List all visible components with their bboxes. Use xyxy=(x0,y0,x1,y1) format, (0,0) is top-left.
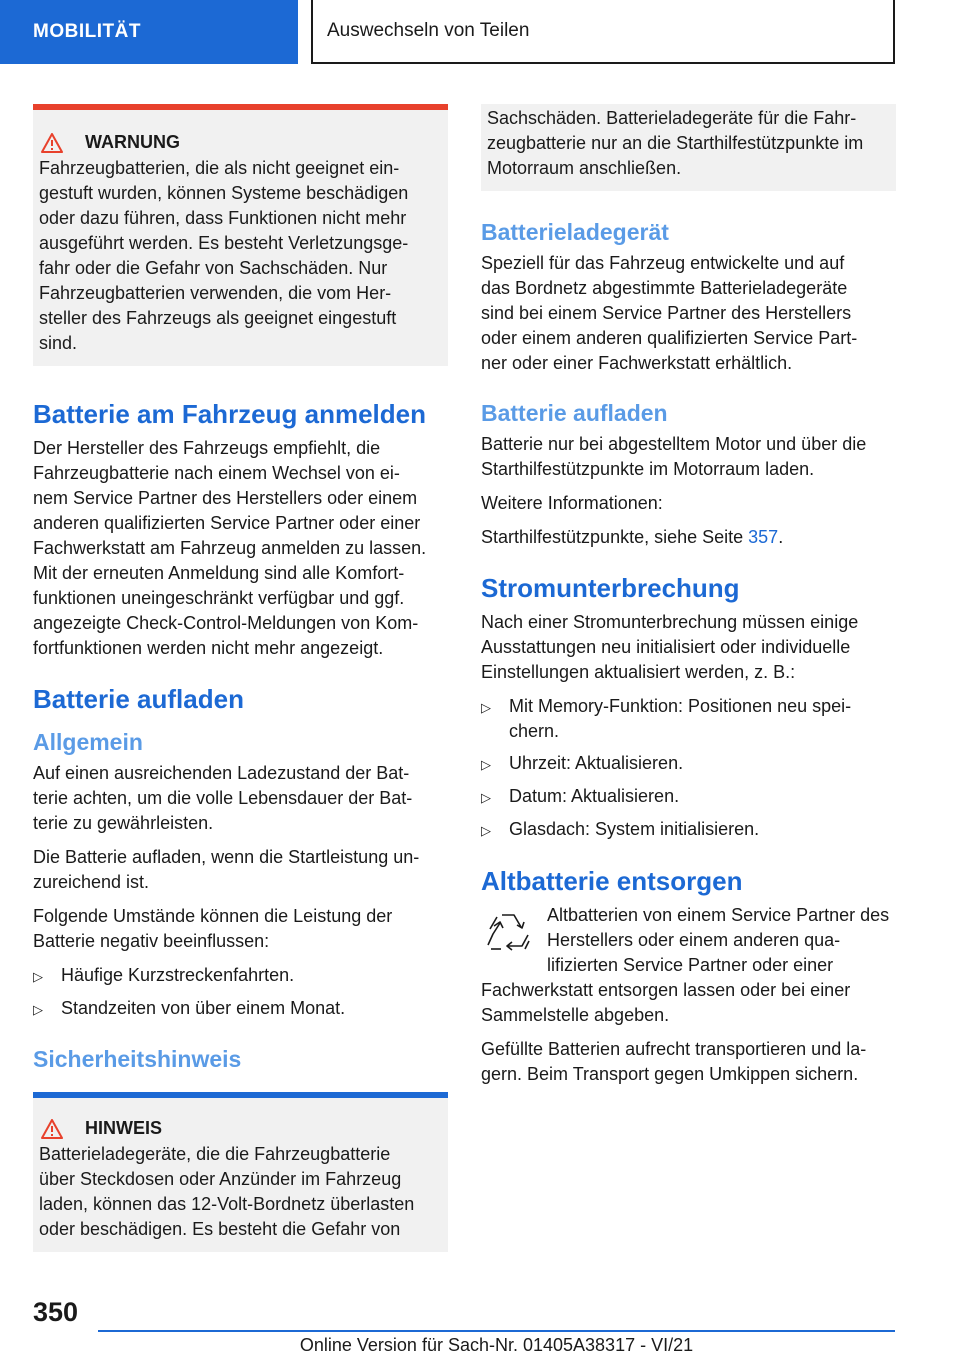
heading-batterie-aufladen: Batterie aufladen xyxy=(481,400,668,426)
altbatterie-p2: Gefüllte Batterien aufrecht transportieren und la- gern. Beim Transport gegen Umkippen sichern. xyxy=(481,1039,867,1084)
aufladen-p2: Weitere Informationen: xyxy=(481,493,663,513)
note-box xyxy=(33,1092,448,1252)
heading-sicherheitshinweis: Sicherheitshinweis xyxy=(33,1046,242,1072)
heading-anmelden: Batterie am Fahrzeug anmelden xyxy=(33,399,426,429)
triangle-bullet-icon: ▷ xyxy=(33,969,43,984)
warning-triangle-icon xyxy=(41,1119,63,1139)
triangle-bullet-icon: ▷ xyxy=(481,757,491,772)
triangle-bullet-icon: ▷ xyxy=(481,823,491,838)
note-text: Batterieladegeräte, die die Fahrzeugbatterie über Steckdosen oder Anzünder im Fahrzeug laden, können das 12-Volt-Bordnetz überlasten oder beschädigen. Es besteht die Gefahr von xyxy=(39,1144,415,1239)
list-item xyxy=(481,751,896,777)
triangle-bullet-icon: ▷ xyxy=(481,790,491,805)
list-item-text: Häufige Kurzstreckenfahrten. xyxy=(61,965,295,985)
note-label: HINWEIS xyxy=(85,1118,163,1138)
heading-batterieladegeraet: Batterieladegerät xyxy=(481,219,669,245)
allgemein-p1: Auf einen ausreichenden Ladezustand der Bat- terie achten, um die volle Lebensdauer der Bat- terie zu gewährleisten. xyxy=(33,763,413,833)
altbatterie-p1: Altbatterien von einem Service Partner des Herstellers oder einem anderen qua-lifizierten Service Partner oder einer Fachwerkstatt entsorgen lassen oder bei einer Sammelstelle abgeben. xyxy=(481,905,890,1025)
reference-suffix: . xyxy=(778,527,784,547)
subheading-allgemein: Allgemein xyxy=(33,729,143,755)
triangle-bullet-icon: ▷ xyxy=(481,700,491,715)
allgemein-p2: Die Batterie aufladen, wenn die Startleistung un- zureichend ist. xyxy=(33,847,420,892)
right-column xyxy=(481,104,896,1096)
section-tab: MOBILITÄT xyxy=(0,0,298,64)
aufladen-reference xyxy=(481,525,896,550)
footer-text: Online Version für Sach-Nr. 01405A38317 - VI/21 xyxy=(299,1335,694,1355)
ladegeraet-text: Speziell für das Fahrzeug entwickelte und auf das Bordnetz abgestimmte Batterieladegeräte sind bei einem Service Partner des Herstellers oder einem anderen qualifizierten Service Part- ner oder einer Fachwerkstatt erhältlich. xyxy=(481,253,858,373)
heading-stromunterbrechung: Stromunterbrechung xyxy=(481,573,740,603)
page-header-title: Auswechseln von Teilen xyxy=(311,0,895,64)
list-item-text: Standzeiten von über einem Monat. xyxy=(61,998,346,1018)
warning-label: WARNUNG xyxy=(85,132,180,152)
note-title xyxy=(39,1118,442,1139)
list-item-text: Uhrzeit: Aktualisieren. xyxy=(509,753,684,773)
allgemein-p3: Folgende Umstände können die Leistung der Batterie negativ beeinflussen: xyxy=(33,906,393,951)
list-item xyxy=(33,963,448,989)
note-box-continued xyxy=(481,104,896,191)
list-item-text: Datum: Aktualisieren. xyxy=(509,786,680,806)
page-number: 350 xyxy=(33,1297,79,1327)
list-item-text: Glasdach: System initialisieren. xyxy=(509,819,760,839)
heading-aufladen: Batterie aufladen xyxy=(33,684,244,714)
footer-divider xyxy=(98,1330,895,1332)
warning-box xyxy=(33,104,448,366)
aufladen-p1: Batterie nur bei abgestelltem Motor und über die Starthilfestützpunkte im Motorraum laden. xyxy=(481,434,867,479)
page-link[interactable]: 357 xyxy=(748,527,779,547)
list-item xyxy=(33,996,448,1022)
strom-text: Nach einer Stromunterbrechung müssen einige Ausstattungen neu initialisiert oder individuelle Einstellungen aktualisiert werden, z. B.: xyxy=(481,612,859,682)
list-item-text: Mit Memory-Funktion: Positionen neu spei- chern. xyxy=(509,696,852,741)
reference-text: Starthilfestützpunkte, siehe Seite xyxy=(481,527,749,547)
list-item xyxy=(481,694,896,744)
warning-title xyxy=(39,132,442,153)
triangle-bullet-icon: ▷ xyxy=(33,1002,43,1017)
anmelden-text: Der Hersteller des Fahrzeugs empfiehlt, die Fahrzeugbatterie nach einem Wechsel von ei- nem Service Partner des Herstellers oder einem anderen qualifizierten Service Partner oder einer Fachwerkstatt am Fahrzeug anmelden zu lassen. Mit der erneuten Anmeldung sind alle Komfort- funktionen uneingeschränkt verfügbar und ggf. angezeigte Check-Control-Meldungen von Kom- fortfunktionen werden nicht mehr angezeigt. xyxy=(33,438,427,658)
left-column xyxy=(33,104,448,1252)
note-continued-text: Sachschäden. Batterieladegeräte für die Fahr- zeugbatterie nur an die Starthilfestützpunkte im Motorraum anschließen. xyxy=(487,108,864,178)
warning-text: Fahrzeugbatterien, die als nicht geeignet ein- gestuft wurden, können Systeme beschädigen oder dazu führen, dass Funktionen nicht mehr ausgeführt werden. Es besteht Verletzungsge- fahr oder die Gefahr von Sachschäden. Nur Fahrzeugbatterien verwenden, die vom Her- steller des Fahrzeugs als geeignet eingestuft sind. xyxy=(39,158,409,353)
heading-altbatterie: Altbatterie entsorgen xyxy=(481,866,743,896)
warning-triangle-icon xyxy=(41,133,63,153)
list-item xyxy=(481,784,896,810)
recycle-icon xyxy=(481,907,535,961)
list-item xyxy=(481,817,896,843)
